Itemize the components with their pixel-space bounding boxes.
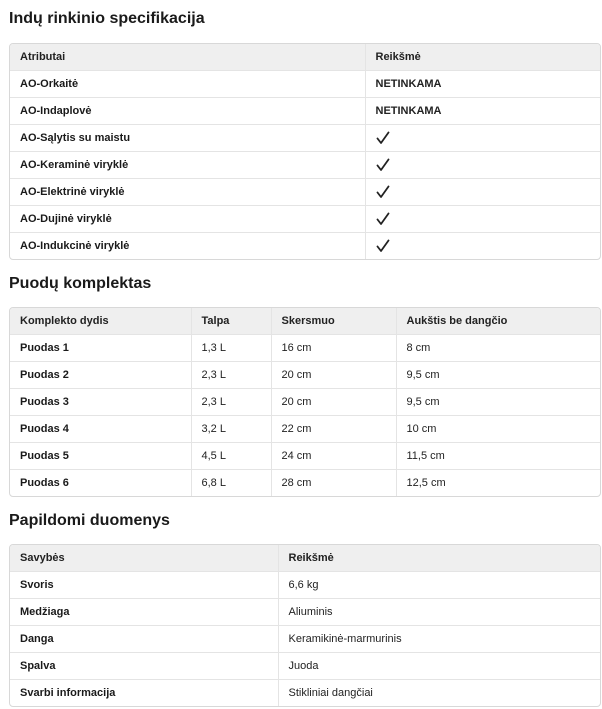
attribute-value <box>365 233 600 260</box>
table-header-row <box>10 44 600 71</box>
property-label: Danga <box>10 626 278 653</box>
property-value: Keramikinė-marmurinis <box>278 626 600 653</box>
check-icon <box>376 239 390 253</box>
table-row <box>10 71 600 98</box>
attribute-value <box>365 206 600 233</box>
column-header: Talpa <box>191 308 271 335</box>
property-value: 6,6 kg <box>278 572 600 599</box>
table-row <box>10 599 600 626</box>
attribute-value <box>365 125 600 152</box>
attribute-label: AO-Elektrinė viryklė <box>10 179 365 206</box>
attribute-value <box>365 179 600 206</box>
pot-height: 12,5 cm <box>396 470 600 497</box>
table-row <box>10 470 600 497</box>
column-header: Skersmuo <box>271 308 396 335</box>
pot-height: 9,5 cm <box>396 389 600 416</box>
pot-name: Puodas 2 <box>10 362 191 389</box>
table-row <box>10 680 600 707</box>
property-value: Stikliniai dangčiai <box>278 680 600 707</box>
pot-capacity: 1,3 L <box>191 335 271 362</box>
pot-diameter: 20 cm <box>271 362 396 389</box>
extra-table <box>9 544 601 707</box>
pot-height: 9,5 cm <box>396 362 600 389</box>
attribute-value: NETINKAMA <box>365 71 600 98</box>
pot-height: 11,5 cm <box>396 443 600 470</box>
table-row <box>10 572 600 599</box>
table-row <box>10 389 600 416</box>
table-header-row <box>10 308 600 335</box>
column-header: Reikšmė <box>365 44 600 71</box>
table-row <box>10 98 600 125</box>
attribute-value <box>365 152 600 179</box>
table-row <box>10 362 600 389</box>
attribute-label: AO-Indaplovė <box>10 98 365 125</box>
property-label: Svoris <box>10 572 278 599</box>
pot-height: 10 cm <box>396 416 600 443</box>
pots-table <box>9 307 601 497</box>
property-label: Svarbi informacija <box>10 680 278 707</box>
pot-name: Puodas 3 <box>10 389 191 416</box>
pot-name: Puodas 5 <box>10 443 191 470</box>
spec-title: Indų rinkinio specifikacija <box>9 10 205 27</box>
pot-capacity: 4,5 L <box>191 443 271 470</box>
pot-capacity: 6,8 L <box>191 470 271 497</box>
attribute-label: AO-Orkaitė <box>10 71 365 98</box>
property-value: Aliuminis <box>278 599 600 626</box>
pot-name: Puodas 1 <box>10 335 191 362</box>
column-header: Savybės <box>10 545 278 572</box>
attribute-value: NETINKAMA <box>365 98 600 125</box>
table-row <box>10 653 600 680</box>
table-row <box>10 206 600 233</box>
check-icon <box>376 185 390 199</box>
pot-capacity: 2,3 L <box>191 389 271 416</box>
pot-diameter: 24 cm <box>271 443 396 470</box>
property-label: Medžiaga <box>10 599 278 626</box>
pot-diameter: 20 cm <box>271 389 396 416</box>
pot-height: 8 cm <box>396 335 600 362</box>
attribute-label: AO-Keraminė viryklė <box>10 152 365 179</box>
table-row <box>10 626 600 653</box>
property-label: Spalva <box>10 653 278 680</box>
table-row <box>10 125 600 152</box>
check-icon <box>376 212 390 226</box>
table-row <box>10 152 600 179</box>
check-icon <box>376 131 390 145</box>
property-value: Juoda <box>278 653 600 680</box>
column-header: Atributai <box>10 44 365 71</box>
pot-capacity: 2,3 L <box>191 362 271 389</box>
pot-diameter: 22 cm <box>271 416 396 443</box>
table-row <box>10 233 600 260</box>
column-header: Reikšmė <box>278 545 600 572</box>
check-icon <box>376 158 390 172</box>
attribute-label: AO-Sąlytis su maistu <box>10 125 365 152</box>
pot-diameter: 16 cm <box>271 335 396 362</box>
table-row <box>10 335 600 362</box>
attribute-label: AO-Indukcinė viryklė <box>10 233 365 260</box>
table-row <box>10 443 600 470</box>
table-row <box>10 179 600 206</box>
pots-title: Puodų komplektas <box>9 275 152 292</box>
spec-table <box>9 43 601 260</box>
attribute-label: AO-Dujinė viryklė <box>10 206 365 233</box>
pot-capacity: 3,2 L <box>191 416 271 443</box>
pot-name: Puodas 4 <box>10 416 191 443</box>
column-header: Aukštis be dangčio <box>396 308 600 335</box>
pot-name: Puodas 6 <box>10 470 191 497</box>
pot-diameter: 28 cm <box>271 470 396 497</box>
extra-title: Papildomi duomenys <box>9 512 170 529</box>
table-row <box>10 416 600 443</box>
table-header-row <box>10 545 600 572</box>
column-header: Komplekto dydis <box>10 308 191 335</box>
